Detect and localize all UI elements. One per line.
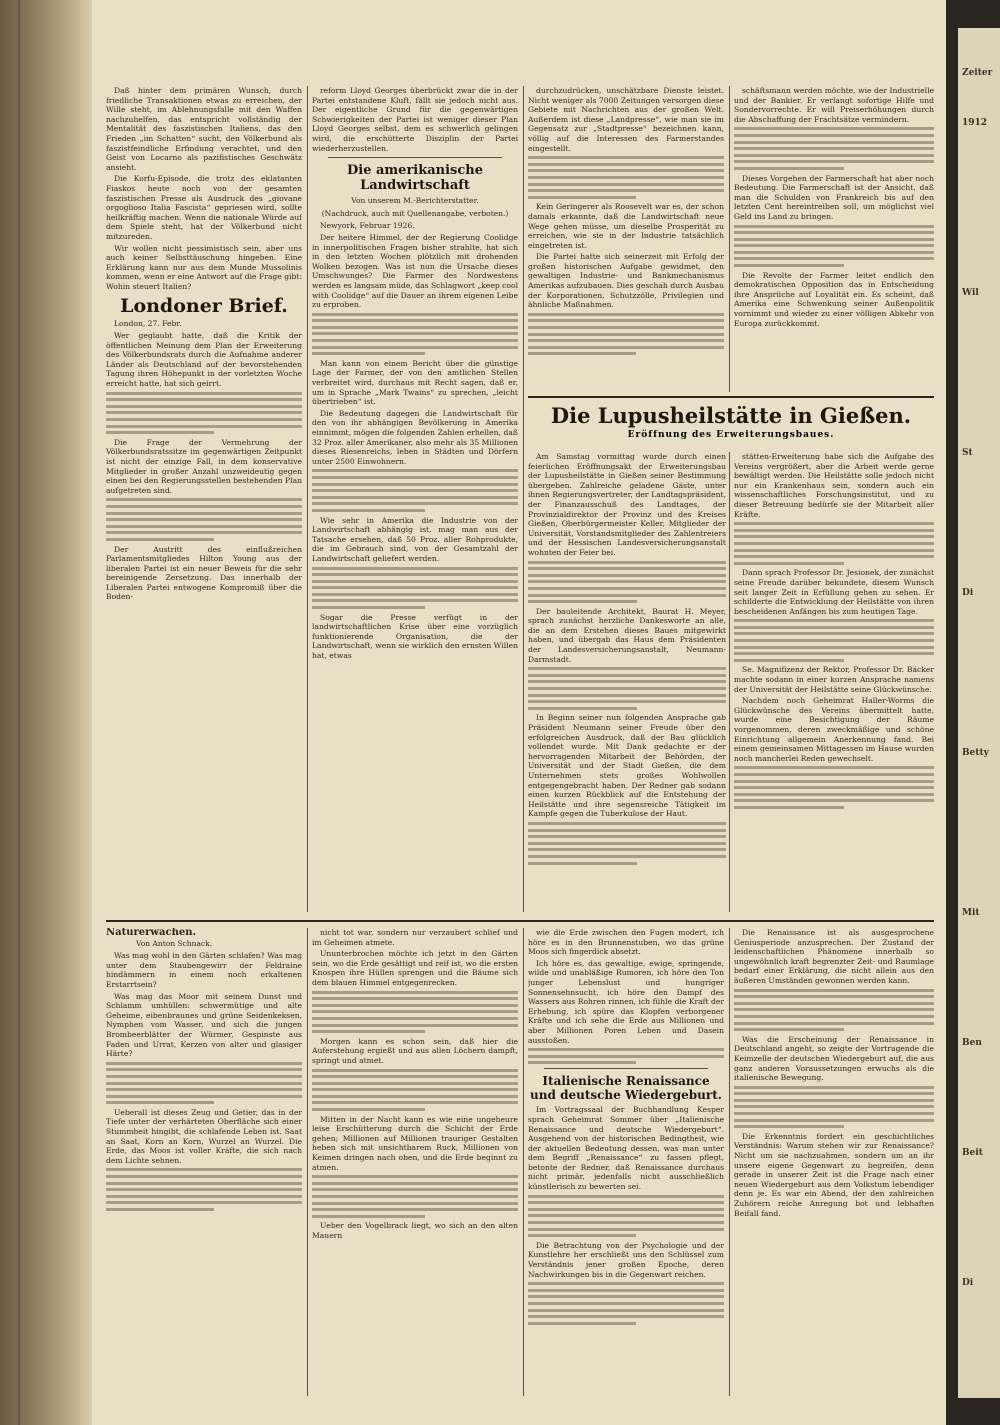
illegible-line (312, 352, 425, 355)
illegible-line (734, 780, 934, 783)
filler-text (734, 989, 934, 1032)
illegible-line (106, 538, 214, 541)
illegible-line (528, 822, 726, 825)
article-paragraph: Der Austritt des einflußreichen Parlamentsmitgliedes Hilton Young aus der liberalen Partei ist ein neuer Beweis für die sehr bereinigende Zersetzung. Das innerhalb der Liberalen Partei entwogene Kompromiß über die Boden- (106, 544, 302, 602)
article-paragraph: Daß hinter dem primären Wunsch, durch friedliche Transaktionen etwas zu erreichen, der Wille steht, im Ablehnungsfalle mit den Waffen nachzuhelfen, das entspricht vollständig der Mentalität des faszistischen Italiens, das den Frieden „im Schatten“ sucht, den Völkerbund als faszistfeindliche Erfindung verachtet, und den Geist von Locarno als pazifistisches Geschwätz ansieht. (106, 86, 302, 172)
illegible-line (312, 573, 518, 576)
illegible-line (734, 264, 844, 267)
adjacent-fragment: Zeiter (962, 68, 993, 78)
article-paragraph: Ueber den Vogelbrack liegt, wo sich an den alten Mauern (312, 1221, 518, 1240)
article-paragraph: Im Vortragssaal der Buchhandlung Kesper sprach Geheimrat Sommer über „Italienische Renaissance und deutsche Wiedergeburt“. Ausgehend von der historischen Bedingtheit, wie der aktuellen Bedeutung dessen, was man unter dem Begriff „Renaissance“ zu fassen pflegt, betonte der Redner, daß Renaissance durchaus nicht primär, jedenfalls nicht ausschließlich künstlerisch zu bewerten sei. (528, 1105, 724, 1192)
illegible-line (528, 319, 724, 322)
illegible-line (312, 580, 518, 583)
illegible-line (734, 626, 934, 629)
article-paragraph: Die Betrachtung von der Psychologie und der Kunstlehre her erschließt uns den Schlüssel zum Verständnis jener großen Epoche, deren Nachwirkungen bis in die Gegenwart reichen. (528, 1240, 724, 1279)
illegible-line (312, 1182, 518, 1185)
illegible-line (734, 1105, 934, 1108)
illegible-line (528, 674, 726, 677)
illegible-line (312, 1082, 518, 1085)
illegible-line (106, 1188, 302, 1191)
illegible-line (734, 1015, 934, 1018)
illegible-line (312, 1101, 518, 1104)
article-paragraph: Wie sehr in Amerika die Industrie von der Landwirtschaft abhängig ist, mag man aus der Tatsache ersehen, daß 50 Proz. aller Rohprodukte, die im Gebrauch sind, von der Gesamtzahl der Landwirtschaft geliefert werden. (312, 515, 518, 563)
illegible-line (106, 411, 302, 414)
illegible-line (106, 505, 302, 508)
illegible-line (528, 594, 726, 597)
naturerwachen-title: Naturerwachen. (106, 928, 196, 938)
filler-text (106, 1062, 302, 1105)
naturerwachen-column (106, 928, 302, 1398)
article-paragraph: Ueberall ist dieses Zeug und Getier, das in der Tiefe unter der verhärteten Oberfläche sich einer Stummheit hingibt, die schlafende Leben ist. Saat an Saat, Korn an Korn, Wurzel an Wurzel. Die Erde, das Moos ist voller Kräfte, die sich nach dem Lichte sehnen. (106, 1107, 302, 1165)
illegible-line (106, 1062, 302, 1065)
filler-text (528, 561, 726, 604)
illegible-line (528, 352, 636, 355)
illegible-line (734, 632, 934, 635)
illegible-line (734, 786, 934, 789)
adjacent-fragment: Di (962, 1278, 974, 1288)
lupus-subtitle: Eröffnung des Erweiterungsbaues. (627, 430, 835, 440)
illegible-line (734, 154, 934, 157)
adjacent-fragment: Beit (962, 1148, 983, 1158)
illegible-line (734, 995, 934, 998)
illegible-line (106, 398, 302, 401)
illegible-line (734, 799, 934, 802)
illegible-line (528, 1048, 724, 1051)
illegible-line (312, 509, 425, 512)
illegible-line (312, 326, 518, 329)
filler-text (528, 1195, 724, 1238)
landwirtschaft-title: Die amerikanische Landwirtschaft (346, 163, 484, 194)
filler-text (734, 127, 934, 170)
illegible-line (106, 1068, 302, 1071)
adjacent-fragment: Ben (962, 1038, 982, 1048)
illegible-line (734, 1092, 934, 1095)
illegible-line (528, 667, 726, 670)
illegible-line (312, 1069, 518, 1072)
illegible-line (312, 997, 518, 1000)
illegible-line (734, 244, 934, 247)
illegible-line (312, 1075, 518, 1078)
illegible-line (734, 1119, 934, 1122)
illegible-line (734, 619, 934, 622)
article-paragraph: Was mag das Moor mit seinem Dunst und Schlamm umhüllen: schwermütige und alte Geheime, eibenbraunes und grüne Seidenkeksen, Nymphen vom Wasser, und sich die jungen Brombeerblätter der Würmer, Gespinste aus Faden und Urrat, Kerzen von alter und glasiger Härte? (106, 991, 302, 1059)
illegible-line (106, 518, 302, 521)
illegible-line (106, 418, 302, 421)
illegible-line (312, 1175, 518, 1178)
adjacent-fragment: Di (962, 588, 974, 598)
filler-text (312, 1175, 518, 1218)
illegible-line (106, 1201, 302, 1204)
illegible-line (734, 1125, 844, 1128)
article-paragraph: Die Partei hatte sich seinerzeit mit Erfolg der großen historischen Aufgabe gewidmet, den gewaltigen Industrie- und Bankmechanismus Amerikas aufzubauen. Dies geschah durch Ausbau der Korporationen, Schutzzölle, Privilegien und ähnliche Maßnahmen. (528, 252, 724, 310)
filler-text (312, 1069, 518, 1112)
landwirtschaft-note: (Nachdruck, auch mit Quellenangabe, verboten.) (321, 208, 509, 218)
illegible-line (734, 1086, 934, 1089)
illegible-line (106, 525, 302, 528)
illegible-line (528, 1322, 636, 1325)
illegible-line (312, 313, 518, 316)
londoner-brief-title: Londoner Brief. (120, 295, 288, 318)
article-paragraph: Was die Erscheinung der Renaissance in Deutschland angeht, so zeigte der Vortragende die Keimzelle der deutschen Wiedergeburt auf, die aus ganz anderen Voraussetzungen erwuchs als die italienische Bewegung. (734, 1034, 934, 1083)
illegible-line (528, 1282, 724, 1285)
illegible-line (734, 160, 934, 163)
illegible-line (312, 476, 518, 479)
filler-text (734, 1086, 934, 1129)
filler-text (528, 822, 726, 865)
divider (544, 1068, 708, 1069)
illegible-line (312, 1208, 518, 1211)
illegible-line (528, 1228, 724, 1231)
filler-text (528, 667, 726, 710)
illegible-line (106, 498, 302, 501)
illegible-line (734, 1022, 934, 1025)
illegible-line (528, 700, 726, 703)
illegible-line (312, 1010, 518, 1013)
illegible-line (528, 313, 724, 316)
article-paragraph: Wer geglaubt hatte, daß die Kritik der öffentlichen Meinung dem Plan der Erweiterung des Völkerbundsrats durch die Aufnahme anderer Länder als Deutschland auf der bevorstehenden Tagung ihren Höhepunkt in der vorletzten Woche erreicht hatte, hat sich geirrt. (106, 331, 302, 389)
illegible-line (312, 346, 518, 349)
illegible-line (106, 1095, 302, 1098)
illegible-line (106, 1168, 302, 1171)
illegible-line (106, 431, 214, 434)
filler-text (106, 392, 302, 435)
naturerwachen-byline: Von Anton Schnack. (136, 938, 213, 948)
illegible-line (312, 991, 518, 994)
lupus-left-column (528, 452, 726, 914)
adjacent-page-edge (958, 28, 1000, 1398)
article-paragraph: Nachdem noch Geheimrat Haller-Worms die Glückwünsche des Vereins übermittelt hatte, wurde eine Besichtigung der Räume vorgenommen, deren zweckmäßige und schöne Einrichtung allgemein Anerkennung fand. Bei einem gemeinsamen Mittagessen im Hause wurden noch mancherlei Reden gewechselt. (734, 696, 934, 763)
illegible-line (528, 835, 726, 838)
illegible-line (734, 1002, 934, 1005)
illegible-line (106, 512, 302, 515)
filler-text (312, 991, 518, 1034)
illegible-line (734, 773, 934, 776)
illegible-line (528, 1295, 724, 1298)
illegible-line (734, 555, 934, 558)
article-paragraph: durchzudrücken, unschätzbare Dienste leistet. Nicht weniger als 7000 Zeitungen versorgen diese Gebiete mit Nachrichten aus der großen Welt. Außerdem ist diese „Landpresse“, wie man sie im Gegensatz zur „Stadtpresse“ bezeichnen kann, völlig auf die Interessen des Farmerstandes eingestellt. (528, 86, 724, 153)
illegible-line (528, 680, 726, 683)
illegible-line (734, 134, 934, 137)
illegible-line (106, 425, 302, 428)
illegible-line (312, 1030, 425, 1033)
filler-text (528, 1282, 724, 1325)
illegible-line (528, 156, 724, 159)
illegible-line (312, 469, 518, 472)
illegible-line (528, 1214, 724, 1217)
article-paragraph: Mitten in der Nacht kann es wie eine ungeheure leise Erschütterung durch die Schicht der Erde gehen; Millionen auf Millionen trauriger Gestalten heben sich mit unsichtbarem Ruck, Millionen von Keimen dringen nach oben, und die Erde beginnt zu atmen. (312, 1114, 518, 1172)
illegible-line (106, 531, 302, 534)
illegible-line (734, 251, 934, 254)
article-paragraph: In Beginn seiner nun folgenden Ansprache gab Präsident Neumann seiner Freude über den erfolgreichen Ausdruck, daß der Bau glücklich vollendet wurde. Mit Dank gedachte er der hervorragenden Mitarbeit der Behörden, der Universität und der Stadt Gießen, die dem Unternehmen stets großes Wohlwollen entgegengebracht haben. Der Redner gab sodann einen kurzen Rückblick auf die Entstehung der Heilstätte und ihre segensreiche Tätigkeit im Kampfe gegen die Tuberkulose der Haut. (528, 713, 726, 819)
illegible-line (528, 567, 726, 570)
illegible-line (734, 167, 844, 170)
column-rule (523, 86, 524, 912)
illegible-line (734, 549, 934, 552)
illegible-line (734, 141, 934, 144)
illegible-line (312, 1108, 425, 1111)
illegible-line (312, 339, 518, 342)
landwirtschaft-byline: Von unserem M.-Berichterstatter. (351, 196, 479, 206)
illegible-line (528, 1221, 724, 1224)
illegible-line (106, 1082, 302, 1085)
illegible-line (528, 862, 637, 865)
illegible-line (106, 1075, 302, 1078)
section-rule (528, 396, 934, 398)
illegible-line (312, 319, 518, 322)
article-paragraph: nicht tot war, sondern nur verzaubert schlief und im Geheimen atmete. (312, 928, 518, 947)
article-paragraph: Morgen kann es schon sein, daß hier die Auferstehung ergießt und aus allen Löchern dampft, springt und atmet. (312, 1036, 518, 1065)
column-rule (729, 928, 730, 1396)
illegible-line (528, 1061, 636, 1064)
illegible-line (312, 483, 518, 486)
illegible-line (528, 561, 726, 564)
article-paragraph: wie die Erde zwischen den Fugen modert, ich höre es in den Brunnenstuben, wo das grüne Moos sich fingerdick absetzt. (528, 928, 724, 957)
filler-text (734, 619, 934, 662)
illegible-line (312, 599, 518, 602)
illegible-line (734, 225, 934, 228)
article-paragraph: Dann sprach Professor Dr. Jesionek, der zunächst seine Freude darüber bekundete, diesem Wunsch seit langer Zeit in Erfüllung gehen zu sehen. Er schilderte die Entwicklung der Heilstätte von ihren bescheidenen Anfängen bis zum heutigen Tage. (734, 568, 934, 616)
illegible-line (528, 326, 724, 329)
article-paragraph: Die Revolte der Farmer leitet endlich den demokratischen Opposition das in Entscheidung ihre Ansprüche auf Loyalität ein. Es scheint, daß Amerika eine Schwenkung seiner Außenpolitik vornimmt und wieder zu einer völligen Abkehr von Europa zurückkommt. (734, 270, 934, 328)
article-paragraph: Ununterbrochen möchte ich jetzt in den Gärten sein, wo die Erde gesättigt und reif ist, wo die ersten Knospen ihre Hüllen sprengen und die Bäume sich dem blauen Himmel entgegenrecken. (312, 949, 518, 987)
illegible-line (312, 1195, 518, 1198)
illegible-line (312, 1024, 518, 1027)
illegible-line (528, 587, 726, 590)
article-paragraph: Der bauleitende Architekt, Baurat H. Meyer, sprach zunächst herzliche Dankesworte an alle, die an dem Erstehen dieses Baues mitgewirkt haben, und übergab das Haus dem Präsidenten der Landesversicherungsanstalt, Neumann-Darmstadt. (528, 606, 726, 664)
illegible-line (528, 580, 726, 583)
illegible-line (528, 1234, 636, 1237)
illegible-line (528, 1195, 724, 1198)
article-paragraph: schäftsmann werden möchte, wie der Industrielle und der Bankier. Er verlangt sofortige Hilfe und Sondervorrechte. Er will Preiserhöhungen durch die Abschaffung der Frachtsätze vermindern. (734, 86, 934, 124)
illegible-line (106, 1195, 302, 1198)
article-paragraph: Die Erkenntnis fordert ein geschichtliches Verständnis: Warum stehen wir zur Renaissance? Nicht um sie nachzuahmen, sondern um an ihr unsere eigene Gegenwart zu begreifen, denn gerade in unserer Zeit ist die Frage nach einer neuen Wiedergeburt aus dem Volkstum lebendiger denn je. Es war ein Abend, der den zahlreichen Zuhörern reiche Anregung bot und lebhaften Beifall fand. (734, 1131, 934, 1218)
illegible-line (734, 806, 844, 809)
illegible-line (312, 1095, 518, 1098)
article-paragraph: reform Lloyd Georges überbrückt zwar die in der Partei entstandene Kluft, fällt sie jedoch nicht aus. Der eigentliche Grund für die gegenwärtigen Schwierigkeiten der Partei ist weniger dieser Plan Lloyd Georges selbst, dem es schwerlich gelingen wird, die erschütterte Disziplin der Partei wiederherzustellen. (312, 86, 518, 153)
filler-text (106, 498, 302, 541)
illegible-line (312, 502, 518, 505)
illegible-line (312, 1202, 518, 1205)
illegible-line (528, 1208, 724, 1211)
illegible-line (312, 586, 518, 589)
adjacent-fragment: Wil (962, 288, 979, 298)
article-paragraph: Man kann von einem Bericht über die günstige Lage der Farmer, der von den amtlichen Stellen verbreitet wird, durchaus mit Recht sagen, daß er, um in Sprache „Mark Twains“ zu sprechen, „leicht übertrieben“ ist. (312, 358, 518, 407)
illegible-line (734, 535, 934, 538)
illegible-line (734, 793, 934, 796)
illegible-line (528, 163, 724, 166)
illegible-line (734, 257, 934, 260)
illegible-line (528, 848, 726, 851)
illegible-line (528, 346, 724, 349)
article-paragraph: Die Frage der Vermehrung der Völkerbundsratssitze im gegenwärtigen Zeitpunkt ist nicht der einzige Fall, in dem konservative Mitglieder in großer Anzahl unzweideutig gegen einen bei den Regierungsstellen bestehenden Plan aufgetreten sind. (106, 437, 302, 495)
illegible-line (528, 339, 724, 342)
illegible-line (106, 1101, 214, 1104)
lupus-header (528, 400, 934, 443)
illegible-line (734, 639, 934, 642)
column-2-bottom (312, 928, 518, 1398)
filler-text (528, 156, 724, 199)
illegible-line (734, 231, 934, 234)
column-rule (307, 86, 308, 912)
adjacent-fragment: 1912 (962, 118, 988, 128)
article-paragraph: Die Korfu-Episode, die trotz des eklatanten Fiaskos heute noch von der gesamten faszistischen Presse als Ausdruck des „giovane orgoglioso Italia Fascista“ gepriesen wird, sollte heilkräftig machen. Wenn die nationale Würde auf dem Spiele steht, hat der Völkerbund nicht mitzureden. (106, 174, 302, 241)
column-1-top (106, 86, 302, 916)
illegible-line (528, 1055, 724, 1058)
illegible-line (734, 646, 934, 649)
illegible-line (528, 855, 726, 858)
article-paragraph: Die Renaissance ist als ausgesprochene Geniusperiode anzusprechen. Der Zustand der leidenschaftlichen Phänomene innerhalb so ungewöhnlich kraft begrenzter Zeit- und Raumlage bedarf einer Erklärung, die nicht allein aus den äußeren Umständen gewonnen werden kann. (734, 928, 934, 985)
adjacent-fragment: Mit (962, 908, 980, 918)
illegible-line (528, 829, 726, 832)
column-rule (523, 928, 524, 1396)
article-paragraph: stätten-Erweiterung habe sich die Aufgabe des Vereins vergrößert, aber die Arbeit werde gerne bewältigt werden. Die Heilstätte solle jedoch nicht nur ein Krankenhaus sein, sondern auch ein wissenschaftliches Forschungsinstitut, und zu dieser Betreuung bedürfe sie der Mitarbeit aller Kräfte. (734, 452, 934, 519)
column-4-bottom (734, 928, 934, 1398)
illegible-line (528, 842, 726, 845)
adjacent-fragment: St (962, 448, 973, 458)
filler-text (528, 1048, 724, 1064)
column-4-top (734, 86, 934, 392)
filler-text (312, 469, 518, 512)
illegible-line (106, 405, 302, 408)
illegible-line (734, 562, 844, 565)
filler-text (734, 522, 934, 565)
illegible-line (528, 169, 724, 172)
illegible-line (528, 1201, 724, 1204)
article-paragraph: Sogar die Presse verfügt in der landwirtschaftlichen Krise über eine vorzüglich funktionierende Organisation, die der Landwirtschaft, wenn sie wirklich den ernsten Willen hat, etwas (312, 612, 518, 661)
illegible-line (312, 489, 518, 492)
illegible-line (734, 1099, 934, 1102)
lupus-right-column (734, 452, 934, 914)
illegible-line (734, 1028, 844, 1031)
column-rule (729, 86, 730, 392)
filler-text (734, 766, 934, 809)
article-paragraph: Der heitere Himmel, der der Regierung Coolidge in innerpolitischen Fragen bisher strahlte, hat sich in den letzten Wochen plötzlich mit drohenden Wolken bezogen. Was ist nun die Ursache dieses Umschwunges? Die Farmer des Nordwestens werden es langsam müde, das Schlagwort „keep cool with Coolidge“ auf die Dauer an ihrem eigenen Leibe zu erproben. (312, 232, 518, 310)
illegible-line (734, 1008, 934, 1011)
londoner-dateline: London, 27. Febr. (114, 319, 182, 329)
renaissance-title: Italienische Renaissance und deutsche Wiedergeburt. (530, 1074, 722, 1103)
illegible-line (734, 522, 934, 525)
illegible-line (312, 606, 425, 609)
divider (328, 157, 502, 158)
article-paragraph: Ich höre es, das gewaltige, ewige, springende, wilde und unabläßige Rumoren, ich höre den Ton junger Lebenslust und hungriger Sonnensehnsucht, ich höre den Dampf des Wassers aus Rohren rinnen, ich fühle die Kraft der Erhebung, ich spüre das Klopfen verborgener Kräfte und ich sehe die Erde aus Millionen und aber Millionen Poren Leben und Dasein ausstoßen. (528, 958, 724, 1045)
illegible-line (528, 189, 724, 192)
illegible-line (528, 1315, 724, 1318)
lupus-title: Die Lupusheilstätte in Gießen. (550, 403, 912, 428)
illegible-line (106, 1088, 302, 1091)
illegible-line (734, 652, 934, 655)
illegible-line (312, 332, 518, 335)
illegible-line (528, 1289, 724, 1292)
adjacent-fragment: Betty (962, 748, 989, 758)
article-paragraph: Dieses Vorgehen der Farmerschaft hat aber noch Bedeutung. Die Farmerschaft ist der Ansicht, daß man die Schulden von Frankreich bis auf den letzten Cent hereintreiben soll, um möglichst viel Geld ins Land zu bringen. (734, 173, 934, 221)
illegible-line (528, 196, 636, 199)
filler-text (734, 225, 934, 268)
filler-text (528, 313, 724, 356)
feuilleton-rule (106, 920, 934, 922)
illegible-line (106, 1175, 302, 1178)
column-rule (729, 452, 730, 912)
illegible-line (528, 574, 726, 577)
illegible-line (734, 147, 934, 150)
illegible-line (734, 766, 934, 769)
article-paragraph: Se. Magnifizenz der Rektor, Professor Dr. Bäcker machte sodann in einer kurzen Ansprache namens der Universität der Heilstätte seine Glückwünsche. (734, 665, 934, 694)
article-paragraph: Am Samstag vormittag wurde durch einen feierlichen Eröffnungsakt der Erweiterungsbau der Lupusheilstätte in Gießen seiner Bestimmung übergeben. Zahlreiche geladene Gäste, unter ihnen Regierungsvertreter, der Landtagspräsident, der Finanzausschuß des Landtages, der Provinzialdirektor der Provinz und des Kreises Gießen, Oberbürgermeister Keller, Mitglieder der Universität, Vorstandsmitglieder des Zahlentreiers und der Hessischen Landesversicherungsanstalt wohnten der Feier bei. (528, 452, 726, 557)
column-3-top (528, 86, 724, 392)
illegible-line (312, 496, 518, 499)
illegible-line (734, 127, 934, 130)
illegible-line (528, 1309, 724, 1312)
landwirtschaft-dateline: Newyork, Februar 1926. (320, 221, 415, 231)
illegible-line (528, 694, 726, 697)
illegible-line (106, 392, 302, 395)
filler-text (312, 313, 518, 356)
illegible-line (734, 1112, 934, 1115)
filler-text (312, 567, 518, 610)
illegible-line (528, 176, 724, 179)
filler-text (106, 1168, 302, 1211)
illegible-line (734, 529, 934, 532)
illegible-line (528, 687, 726, 690)
illegible-line (312, 1017, 518, 1020)
illegible-line (312, 1088, 518, 1091)
article-paragraph: Was mag wohl in den Gärten schlafen? Was mag unter dem Staubengewirr der Feldraine hindämmern in einem noch erkaltenen Erstarrtsein? (106, 951, 302, 989)
article-paragraph: Kein Geringerer als Roosevelt war es, der schon damals erkannte, daß die Landwirtschaft neue Wege gehen müsse, um dieselbe Prosperität zu erreichen, wie sie in der Industrie tatsächlich eingetreten ist. (528, 202, 724, 250)
illegible-line (528, 183, 724, 186)
column-2-top (312, 86, 518, 916)
illegible-line (106, 1208, 214, 1211)
illegible-line (106, 1182, 302, 1185)
illegible-line (734, 238, 934, 241)
illegible-line (734, 542, 934, 545)
illegible-line (528, 1302, 724, 1305)
article-paragraph: Wir wollen nicht pessimistisch sein, aber uns auch keiner Selbsttäuschung hingeben. Eine Erklärung kann nur aus dem Munde Mussolinis kommen, wenn er eine Antwort auf die Frage gibt: Wohin steuert Italien? (106, 243, 302, 291)
illegible-line (312, 593, 518, 596)
illegible-line (734, 989, 934, 992)
illegible-line (734, 659, 844, 662)
illegible-line (312, 1188, 518, 1191)
illegible-line (528, 600, 637, 603)
illegible-line (312, 1215, 425, 1218)
illegible-line (312, 567, 518, 570)
column-rule (307, 928, 308, 1396)
book-binding (0, 0, 92, 1425)
article-paragraph: Die Bedeutung dagegen die Landwirtschaft für den von ihr abhängigen Bevölkerung in Amerika einnimmt, mögen die folgenden Zahlen erhellen, daß 32 Proz. aller Amerikaner, also mehr als 35 Millionen dieses Riesenreichs, leben in Städten und Dörfern unter 2500 Einwohnern. (312, 408, 518, 466)
column-3-bottom (528, 928, 724, 1398)
page-content (100, 80, 940, 1400)
illegible-line (312, 1004, 518, 1007)
illegible-line (528, 333, 724, 336)
illegible-line (528, 707, 637, 710)
